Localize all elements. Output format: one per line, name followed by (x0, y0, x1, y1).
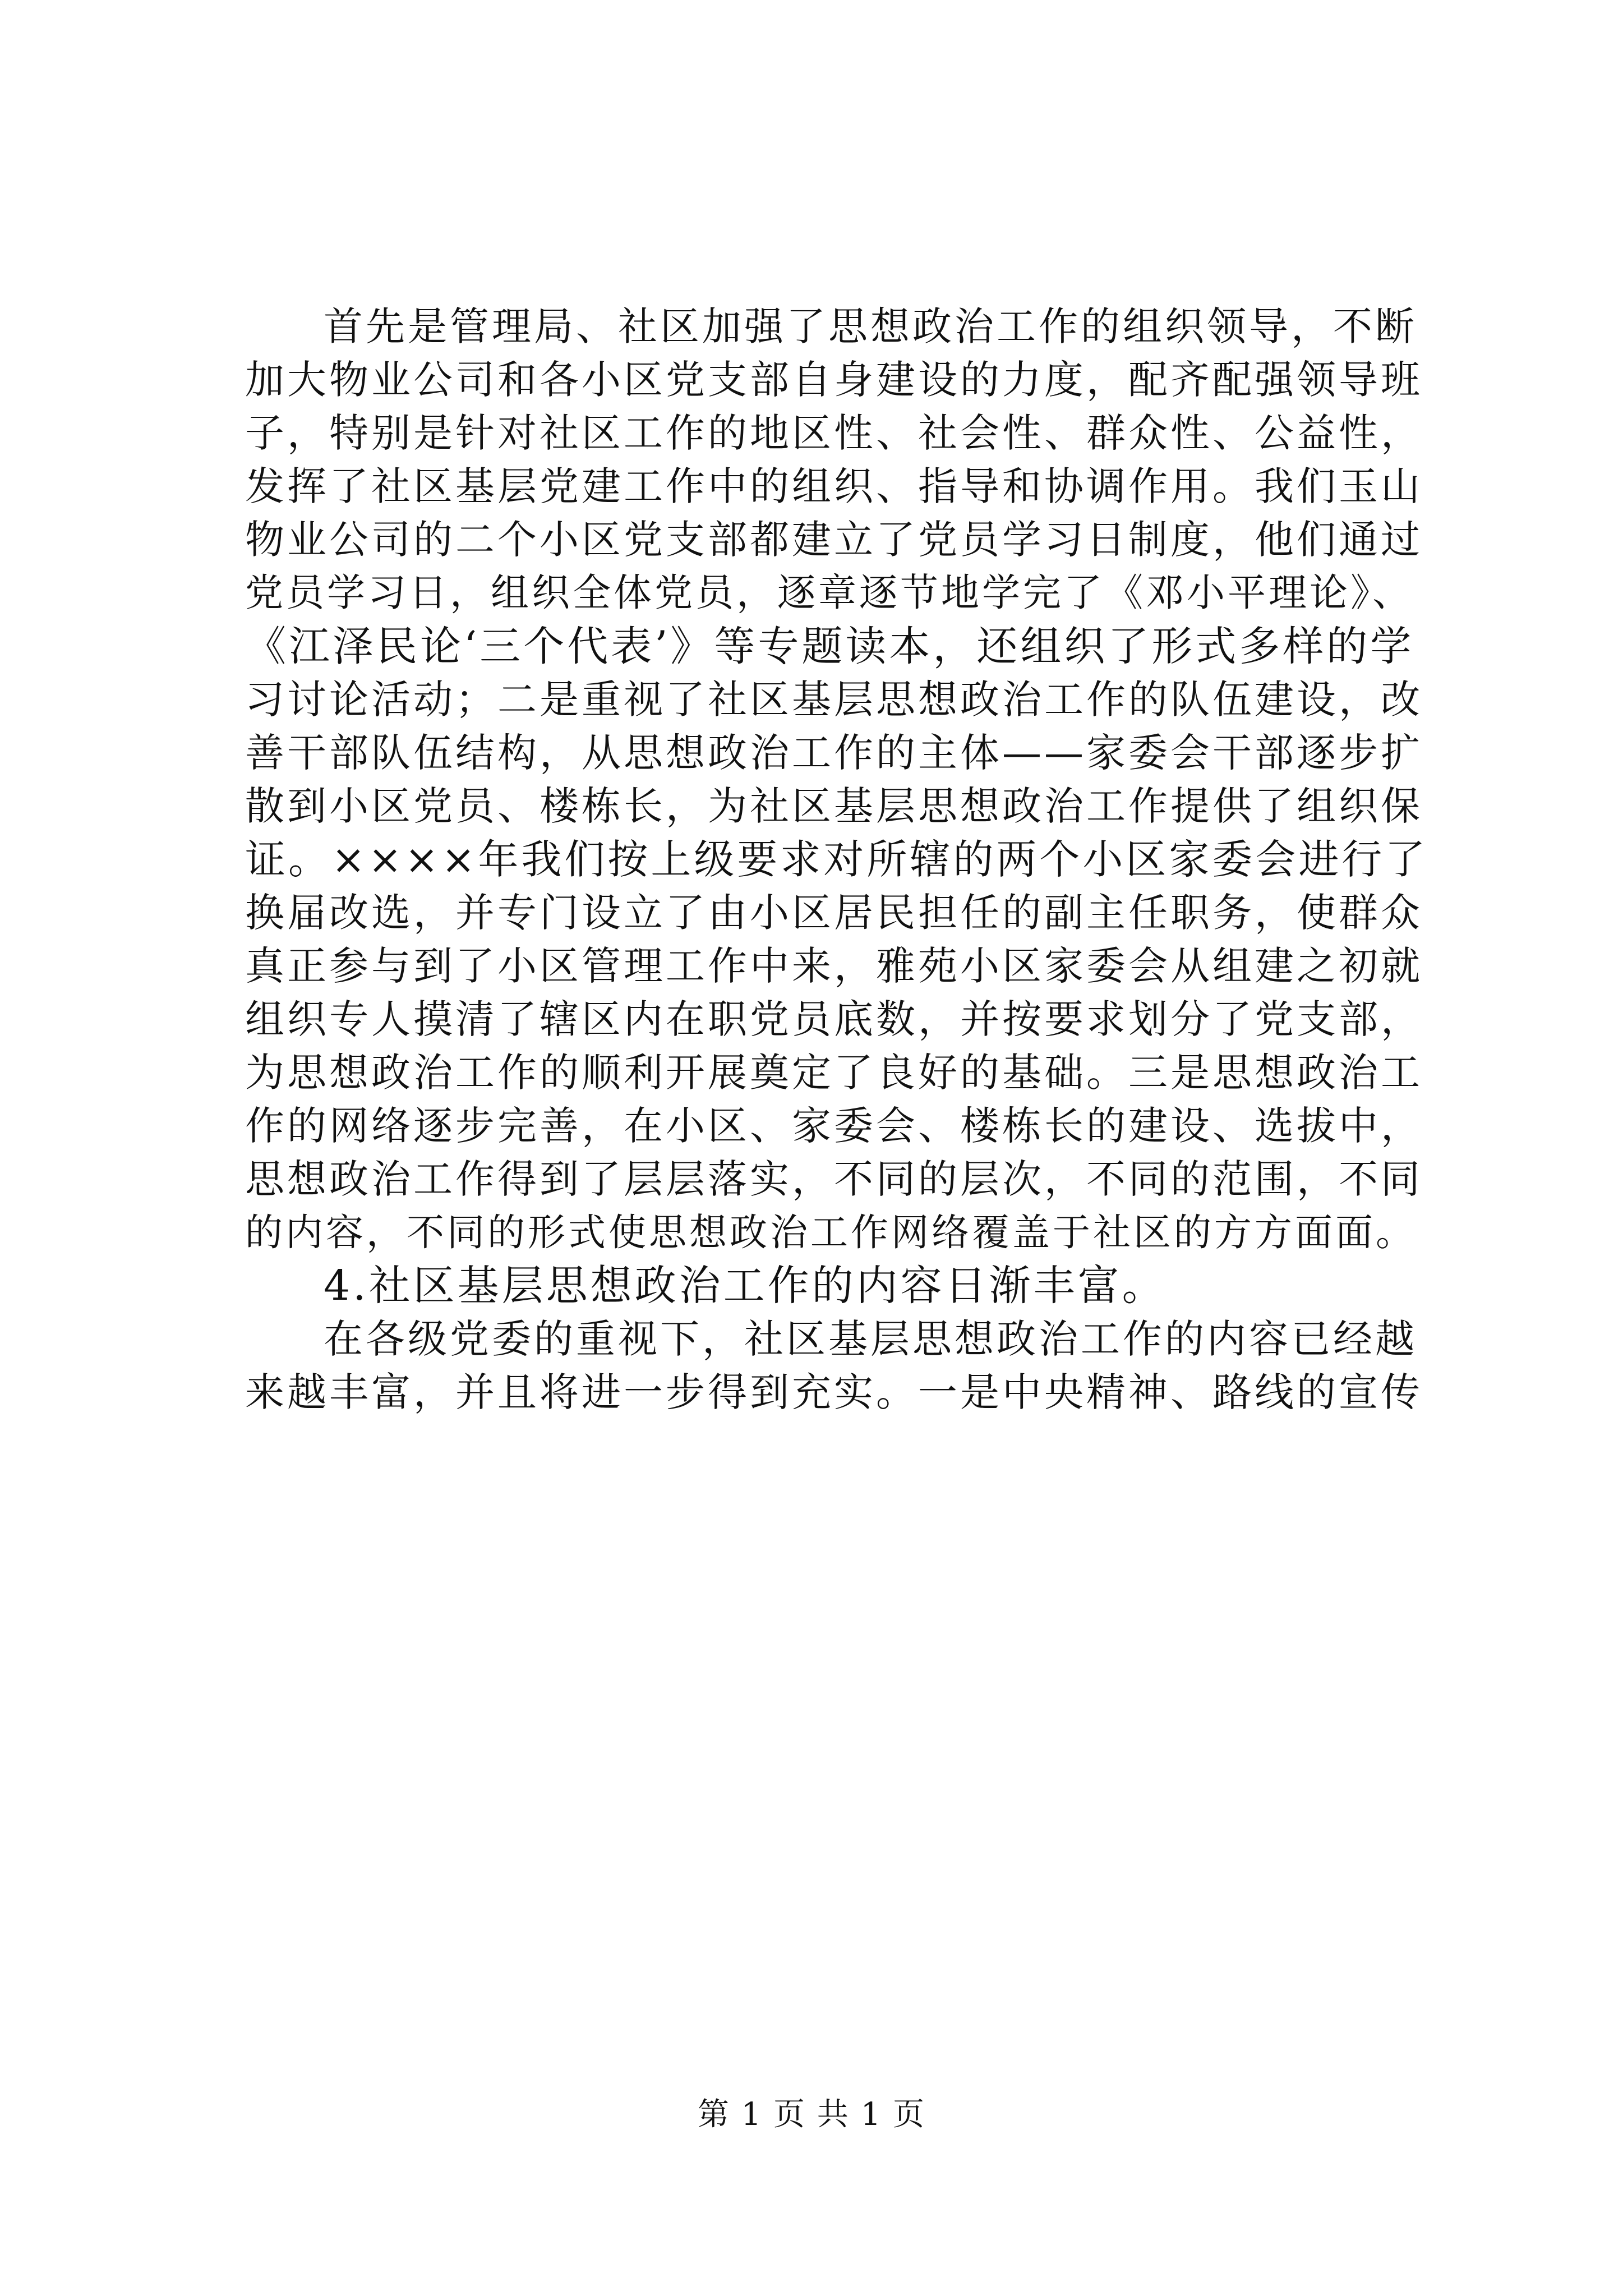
page-number-label: 第 1 页 共 1 页 (697, 2096, 926, 2133)
paragraph-line: 加大物业公司和各小区党支部自身建设的力度，配齐配强领导班 (245, 357, 1423, 403)
paragraph-line: 散到小区党员、楼栋长，为社区基层思想政治工作提供了组织保 (245, 783, 1423, 829)
paragraph-line: 来越丰富，并且将进一步得到充实。一是中央精神、路线的宣传 (245, 1369, 1423, 1415)
paragraph-line: 物业公司的二个小区党支部都建立了党员学习日制度，他们通过 (245, 517, 1423, 563)
paragraph-line: 思想政治工作得到了层层落实，不同的层次，不同的范围，不同 (245, 1156, 1423, 1202)
paragraph-line: 发挥了社区基层党建工作中的组织、指导和协调作用。我们玉山 (245, 463, 1423, 509)
paragraph-line: 在各级党委的重视下，社区基层思想政治工作的内容已经越 (324, 1316, 1417, 1362)
paragraph-line: 党员学习日，组织全体党员，逐章逐节地学完了《邓小平理论》、 (245, 571, 1414, 615)
paragraph-line: 为思想政治工作的顺利开展奠定了良好的基础。三是思想政治工 (245, 1050, 1423, 1096)
paragraph-line: 证。××××年我们按上级要求对所辖的两个小区家委会进行了 (245, 836, 1428, 883)
paragraph-line: 真正参与到了小区管理工作中来，雅苑小区家委会从组建之初就 (245, 943, 1423, 989)
paragraph-line: 的内容，不同的形式使思想政治工作网络覆盖于社区的方方面面。 (245, 1211, 1416, 1254)
paragraph-line: 善干部队伍结构，从思想政治工作的主体——家委会干部逐步扩 (245, 730, 1423, 776)
paragraph-line: 习讨论活动；二是重视了社区基层思想政治工作的队伍建设，改 (245, 677, 1423, 723)
body-text (245, 300, 1428, 1419)
paragraph-line: 组织专人摸清了辖区内在职党员底数，并按要求划分了党支部， (245, 996, 1423, 1042)
paragraph-line: 子，特别是针对社区工作的地区性、社会性、群众性、公益性， (245, 410, 1423, 456)
page-footer (0, 2095, 1623, 2134)
paragraph-line: 首先是管理局、社区加强了思想政治工作的组织领导，不断 (324, 303, 1417, 349)
paragraph-line: 换届改选，并专门设立了由小区居民担任的副主任职务，使群众 (245, 890, 1423, 936)
section-heading: 4.社区基层思想政治工作的内容日渐丰富。 (324, 1262, 1166, 1310)
paragraph-line: 作的网络逐步完善，在小区、家委会、楼栋长的建设、选拔中， (245, 1103, 1423, 1149)
paragraph-line: 《江泽民论‘三个代表’》等专题读本，还组织了形式多样的学 (245, 623, 1414, 670)
